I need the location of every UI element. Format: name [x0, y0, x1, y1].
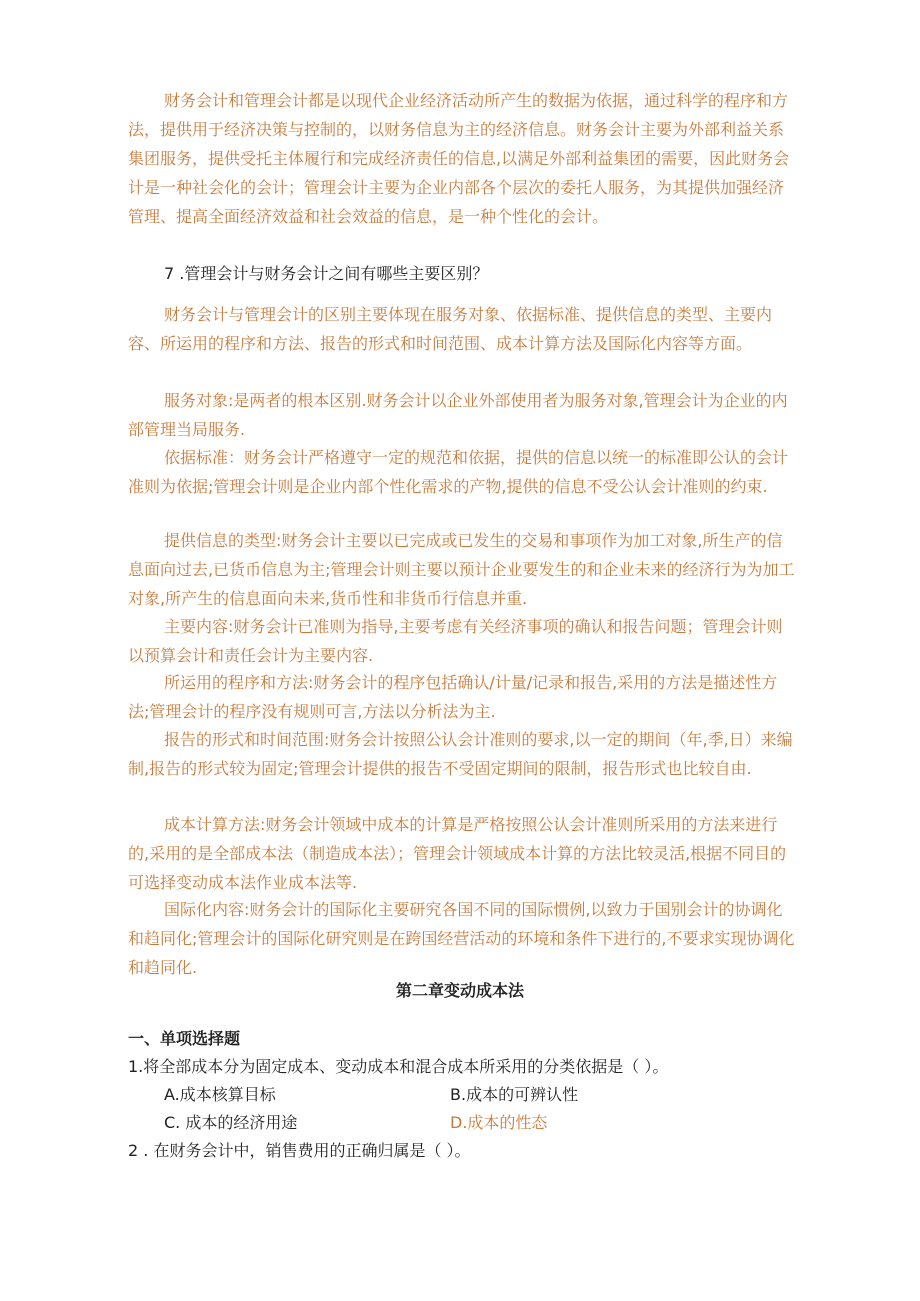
paragraph-internationalization: 国际化内容:财务会计的国际化主要研究各国不同的国际惯例,以致力于国别会计的协调化和趋同化;管理会计的国际化研究则是在跨国经营活动的环境和条件下进行的,不要求实现协调化和趋同化.	[128, 900, 795, 977]
question-2: 2 . 在财务会计中，销售费用的正确归属是（ ）。	[128, 1141, 471, 1160]
paragraph-intro: 财务会计和管理会计都是以现代企业经济活动所产生的数据为依据，通过科学的程序和方法，提供用于经济决策与控制的，以财务信息为主的经济信息。财务会计主要为外部利益关系集团服务，提供受托主体履行和完成经济责任的信息,以满足外部利益集团的需要，因此财务会计是一种社会化的会计；管理会计主要为企业内部各个层次的委托人服务，为其提供加强经济管理、提高全面经济效益和社会效益的信息，是一种个性化的会计。	[128, 91, 790, 226]
option-a: A.成本核算目标	[164, 1085, 276, 1104]
section-title: 一、单项选择题	[128, 1029, 241, 1048]
chapter-title: 第二章变动成本法	[395, 981, 524, 1000]
option-d-answer: D.成本的性态	[450, 1113, 548, 1132]
paragraph-standard: 依据标准：财务会计严格遵守一定的规范和依据，提供的信息以统一的标准即公认的会计准则为依据;管理会计则是企业内部个性化需求的产物,提供的信息不受公认会计准则的约束.	[128, 448, 789, 496]
paragraph-info-type: 提供信息的类型:财务会计主要以已完成或已发生的交易和事项作为加工对象,所生产的信息面向过去,已货币信息为主;管理会计则主要以预计企业要发生的和企业未来的经济行为为加工对象,所产生的信息面向未来,货币性和非货币行信息并重.	[128, 531, 795, 608]
question-7: 7 .管理会计与财务会计之间有哪些主要区别？	[164, 264, 489, 283]
question-1: 1.将全部成本分为固定成本、变动成本和混合成本所采用的分类依据是（ ）。	[128, 1057, 669, 1076]
option-c: C. 成本的经济用途	[164, 1113, 298, 1132]
paragraph-main-content: 主要内容:财务会计已准则为指导,主要考虑有关经济事项的确认和报告问题；管理会计则以预算会计和责任会计为主要内容.	[128, 617, 783, 665]
option-b: B.成本的可辨认性	[450, 1085, 579, 1104]
paragraph-costing-method: 成本计算方法:财务会计领域中成本的计算是严格按照公认会计准则所采用的方法来进行的,采用的是全部成本法（制造成本法）；管理会计领域成本计算的方法比较灵活,根据不同目的可选择变动成本法作业成本法等.	[128, 815, 787, 892]
paragraph-service-object: 服务对象:是两者的根本区别.财务会计以企业外部使用者为服务对象,管理会计为企业的内部管理当局服务.	[128, 391, 788, 439]
paragraph-procedures-methods: 所运用的程序和方法:财务会计的程序包括确认/计量/记录和报告,采用的方法是描述性方法;管理会计的程序没有规则可言,方法以分析法为主.	[128, 673, 778, 721]
paragraph-differences-summary: 财务会计与管理会计的区别主要体现在服务对象、依据标准、提供信息的类型、主要内容、所运用的程序和方法、报告的形式和时间范围、成本计算方法及国际化内容等方面。	[128, 305, 773, 353]
paragraph-report-form: 报告的形式和时间范围:财务会计按照公认会计准则的要求,以一定的期间（年,季,日）来编制,报告的形式较为固定;管理会计提供的报告不受固定期间的限制，报告形式也比较自由.	[128, 730, 793, 778]
